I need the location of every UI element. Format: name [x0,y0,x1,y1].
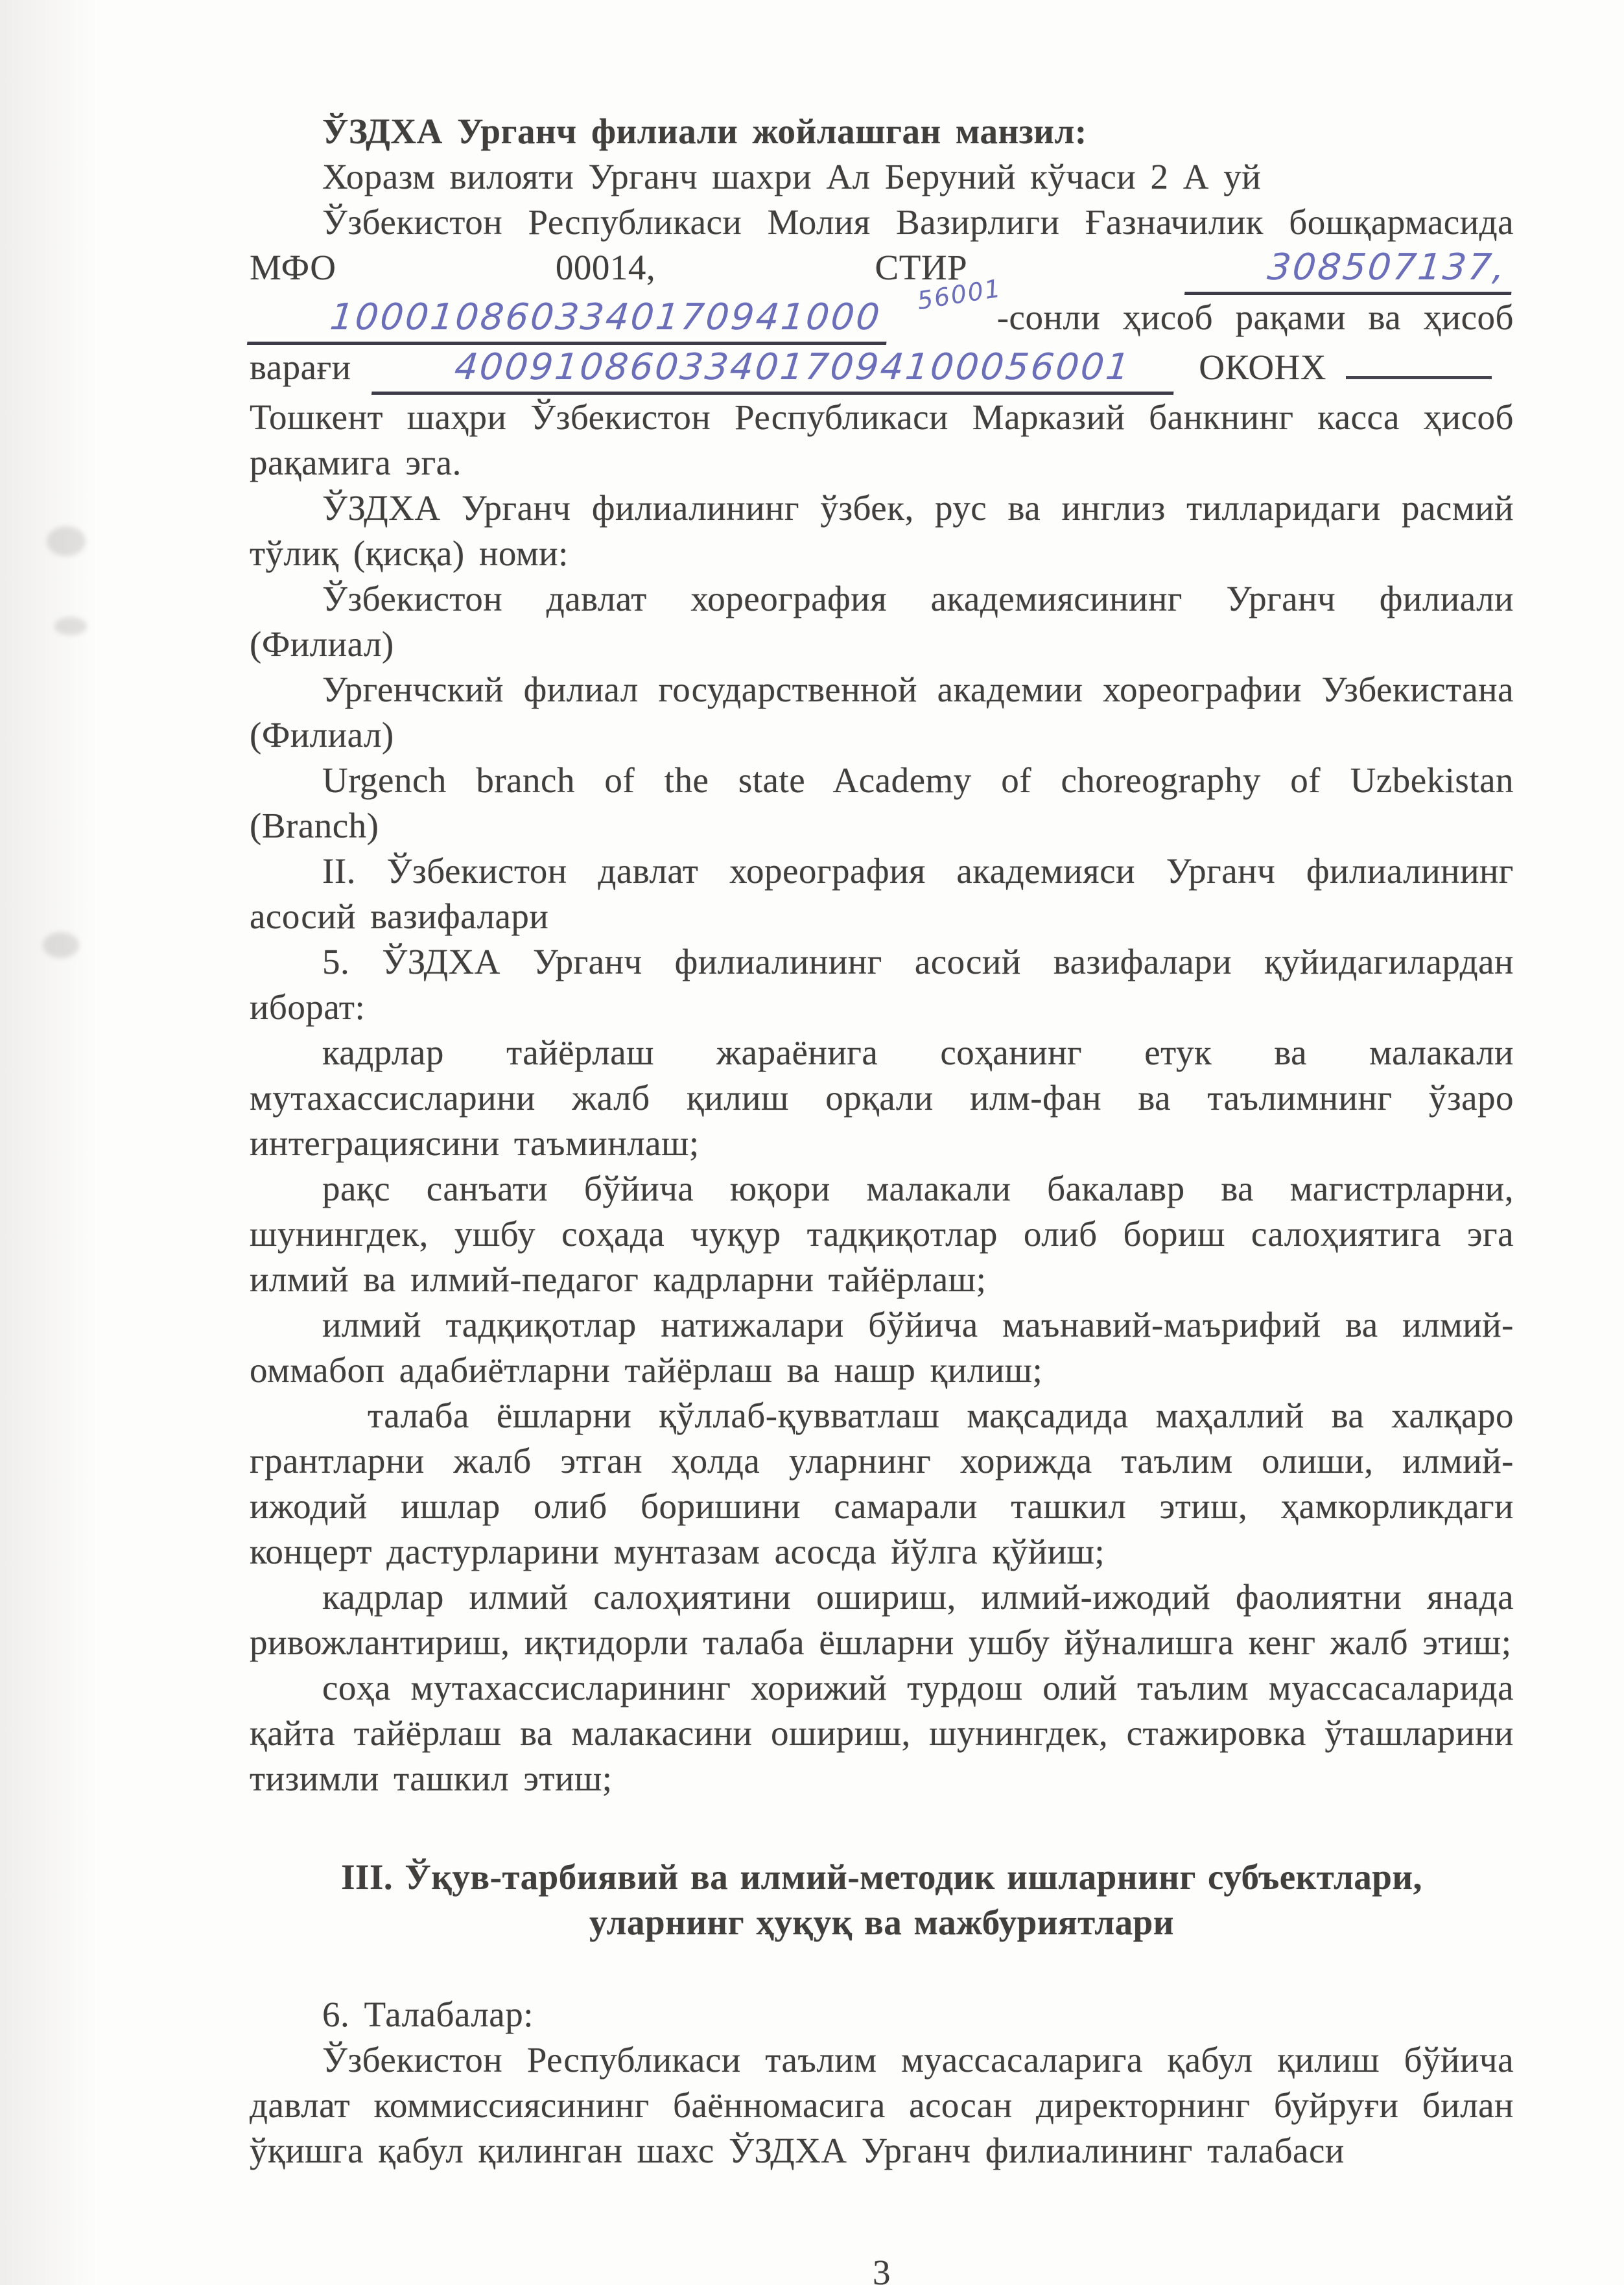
task-item: илмий тадқиқотлар натижалари бўйича маънавий-маърифий ва илмий-оммабоп адабиётларни тайёрлаш ва нашр қилиш; [250,1305,1514,1390]
address-title: ЎЗДХА Урганч филиали жойлашган манзил: [322,111,1087,151]
address-line: Хоразм вилояти Урганч шахри Ал Беруний кўчаси 2 А уй [322,157,1262,196]
official-name-en: Urgench branch of the state Academy of choreography of Uzbekistan (Branch) [250,760,1514,845]
bank-details-paragraph [250,200,1514,486]
scan-smudge [54,617,87,635]
section-iii-heading [276,1855,1488,1945]
section-iii-title-line1: III. Ўқув-тарбиявий ва илмий-методик ишларнинг субъектлари, [341,1857,1422,1897]
section-iii-title-line2: уларнинг ҳуқуқ ва мажбуриятлари [589,1903,1174,1942]
document-body [250,109,1514,2285]
bank-intro-text: Ўзбекистон Республикаси Молия Вазирлиги Ғазначилик бошқармасида МФО 00014, СТИР [250,202,1514,287]
section-ii-title: II. Ўзбекистон давлат хореография академияси Урганч филиалининг асосий вазифалари [250,851,1514,936]
okonh-blank-line [1346,368,1492,379]
account2-handwritten-value: 400910860334017094100056001 [371,345,1179,395]
item-5-intro: 5. ЎЗДХА Урганч филиалининг асосий вазифалари қуйидагилардан иборат: [250,942,1514,1027]
okonh-label: ОКОНХ [1199,347,1326,387]
page-number: 3 [873,2253,891,2285]
scan-smudge [47,526,86,556]
account1-superscript-handwritten: 56001 [915,274,1004,316]
task-item: соҳа мутахассисларининг хорижий турдош олий таълим муассасаларида қайта тайёрлаш ва малакасини ошириш, шунингдек, стажировка ўташларини тизимли ташкил этиш; [250,1668,1514,1798]
official-name-ru: Ургенчский филиал государственной академии хореографии Узбекистана (Филиал) [250,670,1514,755]
scan-edge-shading [0,0,97,2285]
item-6-title: 6. Талабалар: [322,1995,534,2034]
bank-outro-text: Тошкент шаҳри Ўзбекистон Республикаси Марказий банкнинг касса ҳисоб рақамига эга. [250,397,1514,482]
task-item: кадрлар илмий салоҳиятини ошириш, илмий-ижодий фаолиятни янада ривожлантириш, иқтидорли талаба ёшларни ушбу йўналишга кенг жалб этиш; [250,1577,1514,1662]
task-item: рақс санъати бўйича юқори малакали бакалавр ва магистрларни, шунингдек, ушбу соҳада чуқур тадқиқотлар олиб бориш салоҳиятига эга илмий ва илмий-педагог кадрларни тайёрлаш; [250,1169,1514,1299]
item-6-text: Ўзбекистон Республикаси таълим муассасаларига қабул қилиш бўйича давлат коммиссиясининг баённомасига асосан директорнинг буйруғи билан ўқишга қабул қилинган шахс ЎЗДХА Урганч филиалининг талабаси [250,2040,1514,2170]
task-item: талаба ёшларни қўллаб-қувватлаш мақсадида маҳаллий ва халқаро грантларни жалб этган ҳолда уларнинг хорижда таълим олиши, илмий-ижодий ишлар олиб боришини самарали ташкил этиш, ҳамкорликдаги концерт дастурларини мунтазам асосда йўлга қўйиш; [250,1396,1514,1571]
scan-smudge [43,932,79,958]
account1-handwritten-value: 1000108603340170941000 [247,295,891,345]
official-name-intro: ЎЗДХА Урганч филиалининг ўзбек, рус ва инглиз тилларидаги расмий тўлиқ (қисқа) номи: [250,488,1514,573]
account1-suffix-text: -сонли ҳисоб рақами ва ҳисоб варағи [250,298,1514,387]
task-item: кадрлар тайёрлаш жараёнига соҳанинг етук ва малакали мутахассисларини жалб қилиш орқали илм-фан ва таълимнинг ўзаро интеграциясини таъминлаш; [250,1033,1514,1163]
official-name-uz: Ўзбекистон давлат хореография академиясининг Урганч филиали (Филиал) [250,579,1514,664]
tin-handwritten-value: 308507137, [1184,245,1516,295]
